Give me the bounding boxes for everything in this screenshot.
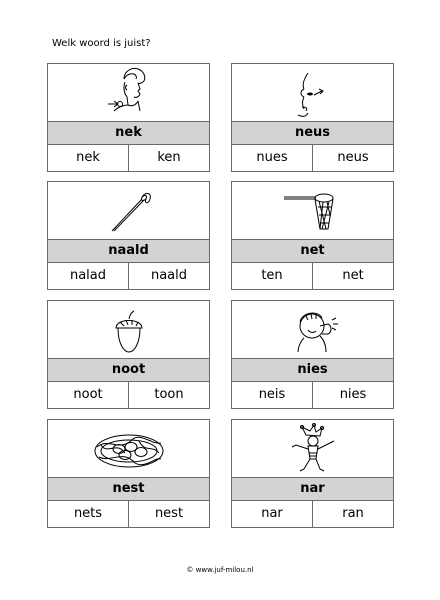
option-button-left[interactable]: nar [261,506,283,521]
answer-options [232,382,393,408]
acorn-icon [94,304,164,356]
card-nies [231,300,394,409]
option-button-right[interactable]: neus [312,145,393,171]
card-net [231,181,394,290]
acorn-picture [48,301,209,358]
target-word: nies [232,358,393,382]
option-button-right[interactable]: ken [128,145,209,171]
answer-options [232,501,393,527]
option-button-left[interactable]: nets [73,506,103,521]
option-button-right[interactable]: toon [128,382,209,408]
target-word: naald [48,239,209,263]
target-word: neus [232,121,393,145]
answer-options [232,263,393,289]
option-button-right[interactable]: nies [312,382,393,408]
answer-options [48,382,209,408]
copyright-footer: © www.juf-milou.nl [186,566,254,574]
jester-picture [232,420,393,477]
card-nest [47,419,210,528]
option-button-left[interactable]: nek [76,150,100,165]
target-word: nek [48,121,209,145]
answer-options [232,145,393,171]
answer-options [48,145,209,171]
option-button-left[interactable]: ten [261,268,283,283]
card-neus [231,63,394,172]
instruction-text: Welk woord is juist? [52,38,151,49]
man-neck-icon [94,67,164,119]
nose-icon [278,67,348,119]
butterfly-net-icon [278,185,348,237]
nose-picture [232,64,393,121]
answer-options [48,263,209,289]
jester-icon [278,423,348,475]
needle-picture [48,182,209,239]
answer-options [48,501,209,527]
option-button-left[interactable]: neis [258,387,286,402]
option-button-right[interactable]: nest [128,501,209,527]
card-naald [47,181,210,290]
needle-icon [94,185,164,237]
target-word: nest [48,477,209,501]
target-word: net [232,239,393,263]
card-noot [47,300,210,409]
target-word: noot [48,358,209,382]
option-button-left[interactable]: noot [73,387,103,402]
sneezing-boy-icon [278,304,348,356]
option-button-right[interactable]: net [312,263,393,289]
option-button-left[interactable]: nalad [69,268,107,283]
card-nek [47,63,210,172]
option-button-right[interactable]: naald [128,263,209,289]
bird-nest-icon [89,423,169,475]
bird-nest-picture [48,420,209,477]
butterfly-net-picture [232,182,393,239]
option-button-left[interactable]: nues [256,150,288,165]
card-nar [231,419,394,528]
man-neck-picture [48,64,209,121]
target-word: nar [232,477,393,501]
option-button-right[interactable]: ran [312,501,393,527]
sneezing-boy-picture [232,301,393,358]
